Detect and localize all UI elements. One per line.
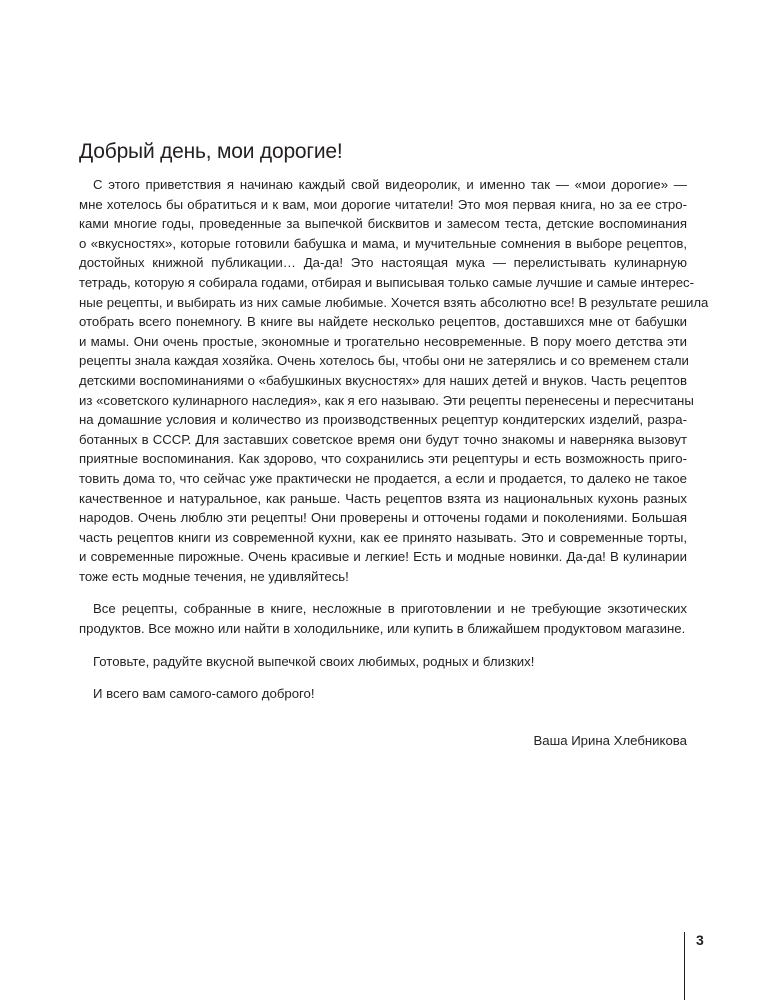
page-number: 3 [696,932,704,948]
text-line: И всего вам самого-самого доброго! [93,686,315,702]
page-number-rule [684,932,685,1000]
paragraph [79,652,687,672]
text-line: из «советского кулинарного наследия», как я его называю. Эти рецепты перенесены и пересчитаны [79,392,694,408]
text-line: народов. Очень люблю эти рецепты! Они проверены и отточены годами и поколениями. Большая [79,510,687,526]
text-line: детскими воспоминаниями о «бабушкиных вкусностях» для наших детей и внуков. Часть рецептов [79,372,687,388]
text-line: мне хотелось бы обратиться и к вам, мои дорогие читатели! Это моя первая книга, но за ее стро- [79,196,687,212]
page-heading: Добрый день, мои дорогие! [79,140,343,163]
text-line: тоже есть модные течения, не удивляйтесь! [79,568,349,584]
text-line: ками многие годы, проведенные за выпечкой бисквитов и замесом теста, детские воспоминания [79,216,687,232]
text-line: тетрадь, которую я собирала годами, отбирая и выписывая только самые лучшие и самые интерес- [79,274,695,290]
paragraph [79,599,687,638]
text-line: Готовьте, радуйте вкусной выпечкой своих любимых, родных и близких! [93,653,535,669]
text-line: С этого приветствия я начинаю каждый свой видеоролик, и именно так — «мои дорогие» — [93,177,687,192]
text-line: ботанных в СССР. Для заставших советское время они будут точно знакомы и наверняка вызовут [79,431,687,447]
text-line: и мамы. Они очень простые, экономные и трогательно несовременные. В пору моего детства эти [79,333,687,349]
text-line: товить дома то, что сейчас уже практически не продается, а если и продается, то далеко не такое [79,470,687,486]
text-line: отобрать всего понемногу. В книге вы найдете несколько рецептов, доставшихся мне от бабушки [79,314,687,330]
body-text [79,175,709,717]
paragraph [79,175,709,586]
text-line: качественное и натуральное, как раньше. Часть рецептов взята из национальных кухонь разных [79,490,687,506]
text-line: на домашние условия и количество из производственных рецептур кондитерских изделий, разра- [79,412,687,428]
text-line: приятные воспоминания. Как здорово, что сохранились эти рецептуры и есть возможность приго- [79,451,687,467]
paragraph [79,684,687,704]
text-line: и современные пирожные. Очень красивые и легкие! Есть и модные новинки. Да-да! В кулинарии [79,549,687,565]
author-signature: Ваша Ирина Хлебникова [533,733,687,748]
text-line: ные рецепты, и выбирать из них самые любимые. Хочется взять абсолютно все! В результате решила [79,294,709,310]
text-line: продуктов. Все можно или найти в холодильнике, или купить в ближайшем продуктовом магазине. [79,621,686,637]
text-line: рецепты знала каждая хозяйка. Очень хотелось бы, чтобы они не затерялись и со временем стали [79,353,689,369]
text-line: о «вкусностях», которые готовили бабушка и мама, и мучительные сомнения в выборе рецептов, [79,235,687,251]
text-line: достойных книжной публикации… Да-да! Это настоящая мука — перелистывать кулинарную [79,255,687,271]
text-line: часть рецептов книги из современной кухни, как ее принято называть. Это и современные торты, [79,529,687,545]
text-line: Все рецепты, собранные в книге, несложные в приготовлении и не требующие экзотических [93,601,687,617]
